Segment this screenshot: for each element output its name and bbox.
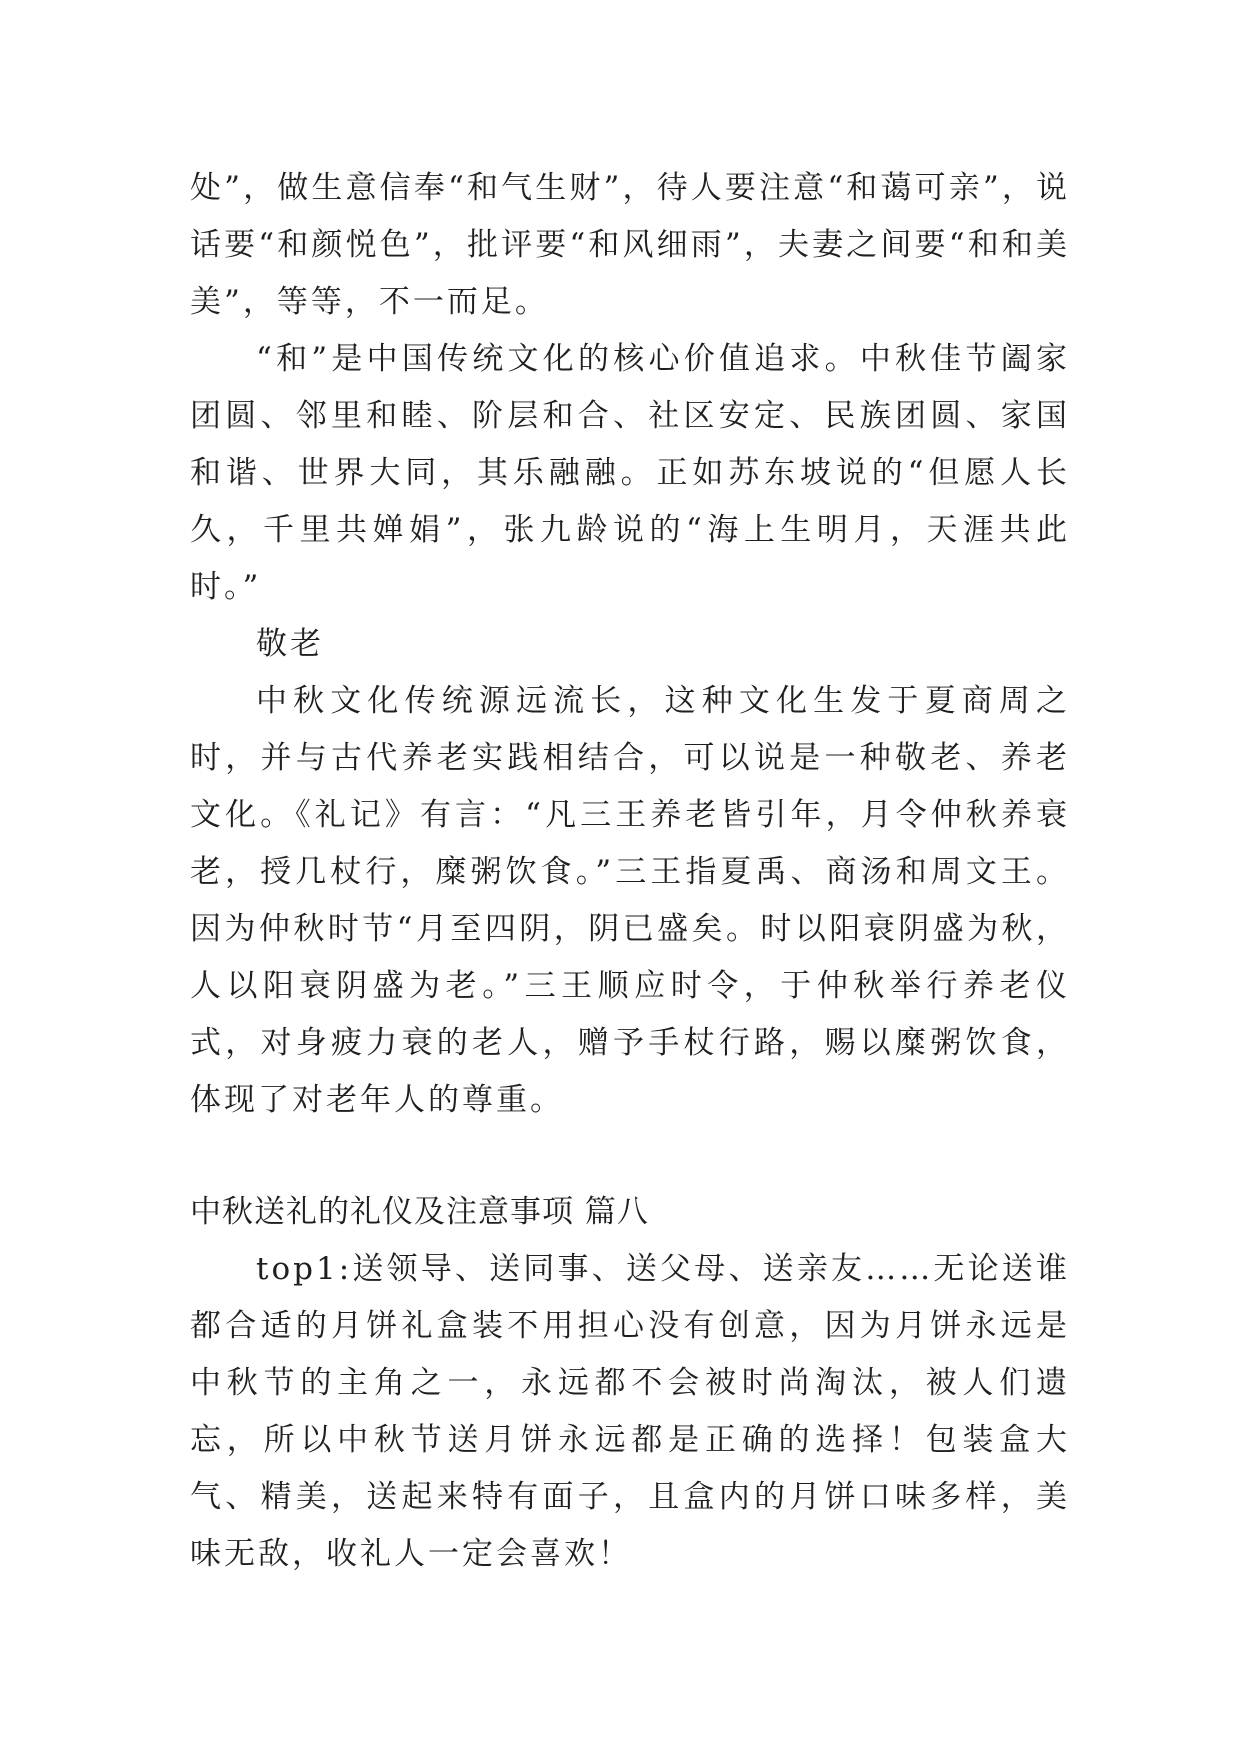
section-heading: 中秋送礼的礼仪及注意事项 篇八 xyxy=(190,1194,649,1230)
paragraph-continuation: 处”，做生意信奉“和气生财”，待人要注意“和蔼可亲”，说话要“和颜悦色”，批评要“和风细雨”，夫妻之间要“和和美美”，等等，不一而足。 xyxy=(190,170,1070,320)
paragraph-respect-elders: 中秋文化传统源远流长，这种文化生发于夏商周之时，并与古代养老实践相结合，可以说是一种敬老、养老文化。《礼记》有言：“凡三王养老皆引年，月令仲秋养衰老，授几杖行，糜粥饮食。”三王指夏禹、商汤和周文王。因为仲秋时节“月至四阴，阴已盛矣。时以阳衰阴盛为秋，人以阳衰阴盛为老。”三王顺应时令，于仲秋举行养老仪式，对身疲力衰的老人，赠予手杖行路，赐以糜粥饮食，体现了对老年人的尊重。 xyxy=(190,683,1070,1118)
document-body xyxy=(190,160,1070,1583)
paragraph-harmony: “和”是中国传统文化的核心价值追求。中秋佳节阖家团圆、邻里和睦、阶层和合、社区安定、民族团圆、家国和谐、世界大同，其乐融融。正如苏东坡说的“但愿人长久，千里共婵娟”，张九龄说的“海上生明月，天涯共此时。” xyxy=(190,341,1070,605)
section-spacer xyxy=(190,1129,1070,1184)
paragraph-top1: top1:送领导、送同事、送父母、送亲友……无论送谁都合适的月饼礼盒装不用担心没有创意，因为月饼永远是中秋节的主角之一，永远都不会被时尚淘汰，被人们遗忘，所以中秋节送月饼永远都是正确的选择！包装盒大气、精美，送起来特有面子，且盒内的月饼口味多样，美味无敌，收礼人一定会喜欢！ xyxy=(190,1251,1070,1572)
subheading-respect-elders: 敬老 xyxy=(256,626,324,662)
